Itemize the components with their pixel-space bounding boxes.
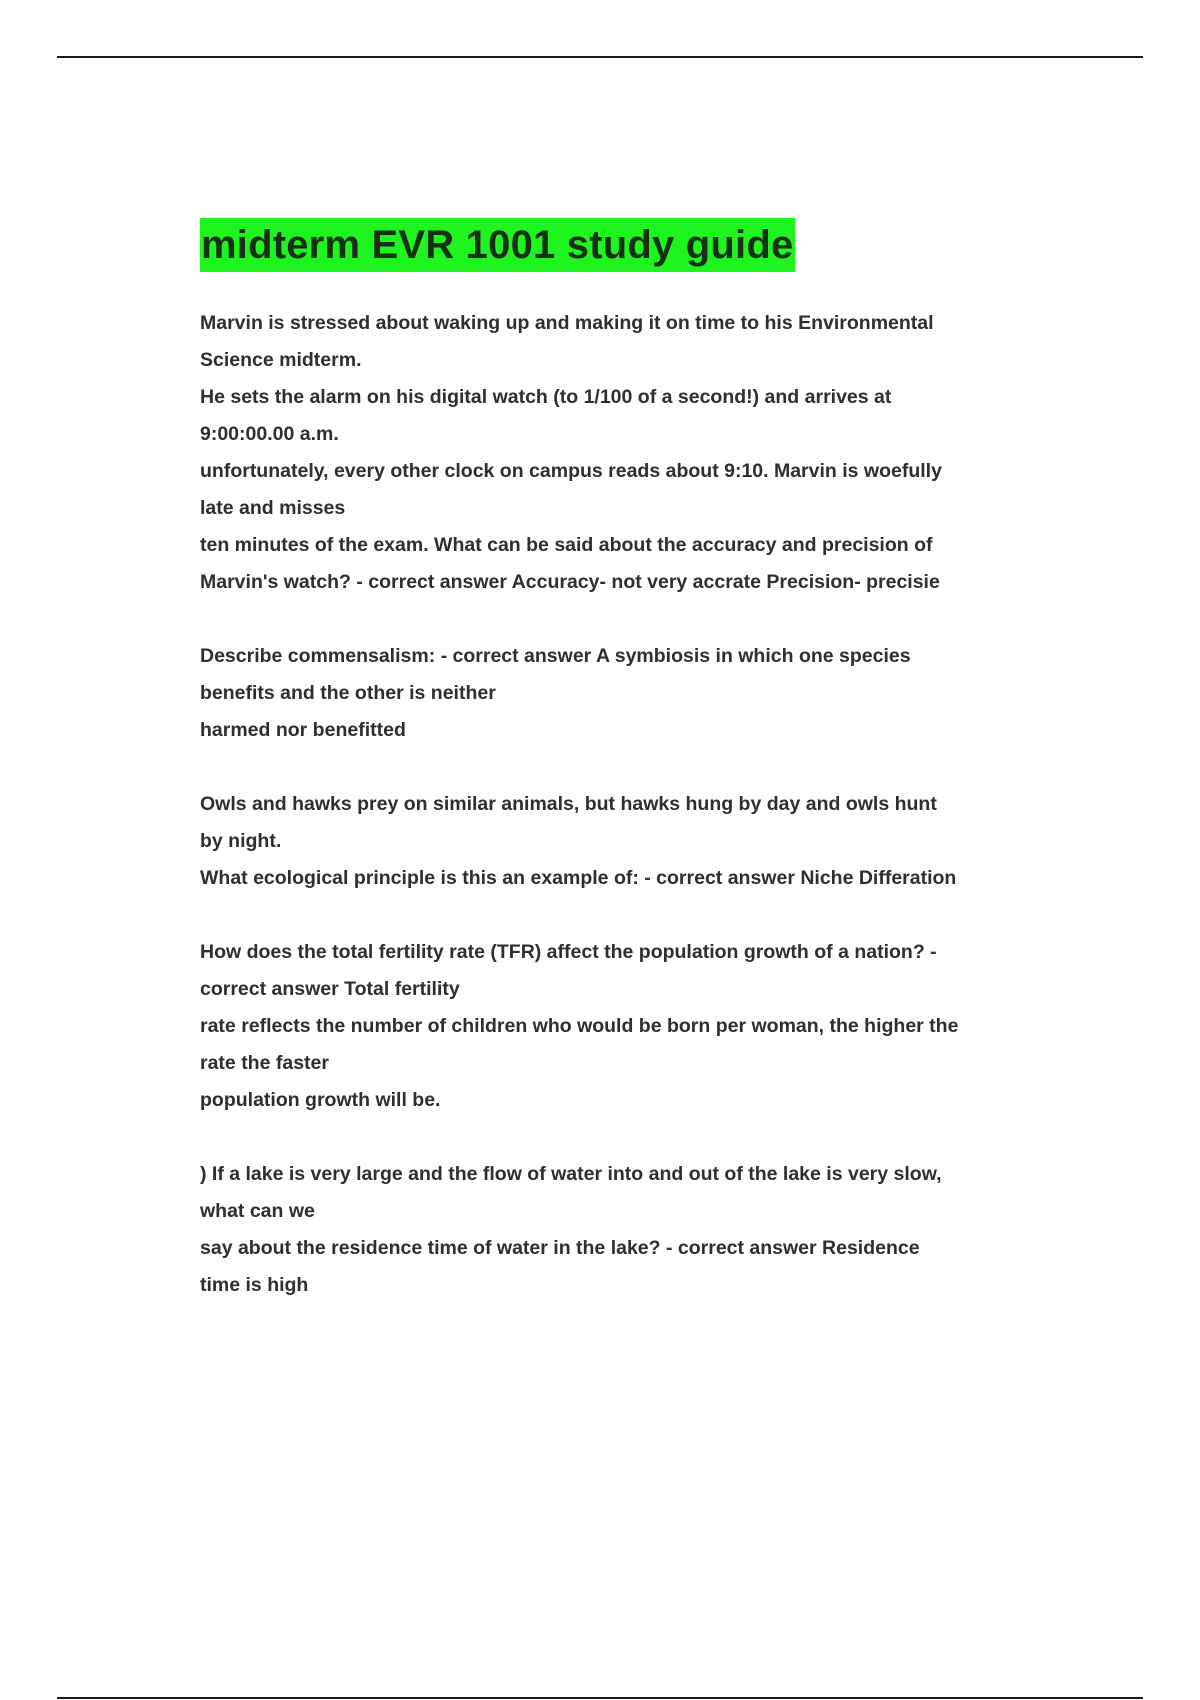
footer-rule [57,1697,1143,1699]
text-line: harmed nor benefitted [200,719,406,741]
text-line: Marvin's watch? - correct answer Accuracy- not very accrate Precision- precisie [200,571,940,593]
text-line: by night. [200,830,282,852]
text-line: correct answer Total fertility [200,978,460,1000]
text-line: rate the faster [200,1052,329,1074]
text-line: Owls and hawks prey on similar animals, but hawks hung by day and owls hunt [200,793,937,815]
document-body [200,218,1050,1341]
text-line: 9:00:00.00 a.m. [200,423,339,445]
question-entry-fertility-rate [200,934,1050,1119]
question-entry-niche [200,786,1050,897]
text-line: He sets the alarm on his digital watch (to 1/100 of a second!) and arrives at [200,386,892,408]
question-entry-accuracy-precision [200,305,1050,601]
text-line: How does the total fertility rate (TFR) affect the population growth of a nation? - [200,941,937,963]
question-entry-commensalism [200,638,1050,749]
text-line: rate reflects the number of children who would be born per woman, the higher the [200,1015,959,1037]
text-line: ) If a lake is very large and the flow of water into and out of the lake is very slow, [200,1163,942,1185]
text-line: What ecological principle is this an example of: - correct answer Niche Differation [200,867,957,889]
question-list [200,305,1050,1304]
text-line: Marvin is stressed about waking up and making it on time to his Environmental [200,312,934,334]
text-line: time is high [200,1274,309,1296]
text-line: what can we [200,1200,315,1222]
text-line: late and misses [200,497,346,519]
text-line: benefits and the other is neither [200,682,496,704]
document-title: midterm EVR 1001 study guide [200,218,795,272]
text-line: say about the residence time of water in the lake? - correct answer Residence [200,1237,920,1259]
question-entry-residence-time [200,1156,1050,1304]
text-line: population growth will be. [200,1089,441,1111]
text-line: unfortunately, every other clock on campus reads about 9:10. Marvin is woefully [200,460,942,482]
header-rule [57,56,1143,58]
text-line: ten minutes of the exam. What can be said about the accuracy and precision of [200,534,933,556]
text-line: Describe commensalism: - correct answer A symbiosis in which one species [200,645,911,667]
text-line: Science midterm. [200,349,362,371]
